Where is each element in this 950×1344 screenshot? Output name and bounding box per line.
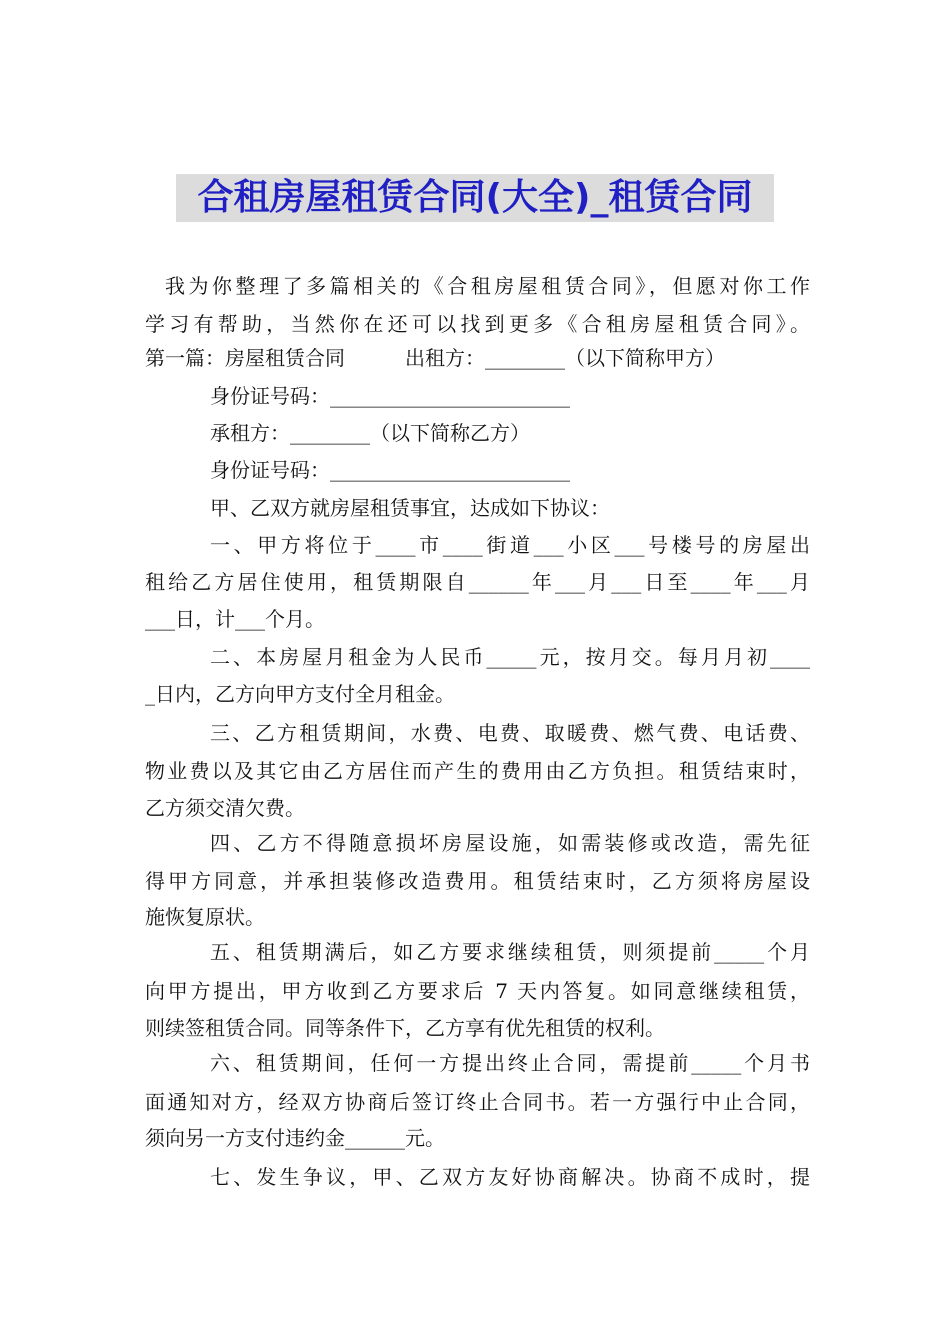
paragraph-line: 面通知对方，经双方协商后签订终止合同书。若一方强行中止合同， bbox=[145, 1090, 810, 1114]
paragraph-line: 学习有帮助，当然你在还可以找到更多《合租房屋租赁合同》。 bbox=[145, 312, 810, 336]
paragraph-line: 施恢复原状。 bbox=[145, 905, 265, 929]
paragraph-line: ___日，计___个月。 bbox=[145, 607, 325, 631]
paragraph-line: 向甲方提出，甲方收到乙方要求后 7 天内答复。如同意继续租赁， bbox=[145, 979, 810, 1003]
paragraph-line: 乙方须交清欠费。 bbox=[145, 796, 305, 820]
paragraph-line: 五、租赁期满后，如乙方要求继续租赁，则须提前_____个月 bbox=[210, 940, 810, 964]
paragraph-line: 身份证号码：________________________ bbox=[210, 458, 570, 482]
paragraph-line: 身份证号码：________________________ bbox=[210, 384, 570, 408]
paragraph-line: 一、甲方将位于____市____街道___小区___号楼号的房屋出 bbox=[210, 533, 810, 557]
paragraph-line: 须向另一方支付违约金______元。 bbox=[145, 1126, 445, 1150]
paragraph-line: 七、发生争议，甲、乙双方友好协商解决。协商不成时，提 bbox=[210, 1165, 810, 1189]
paragraph-line: 承租方：________（以下简称乙方） bbox=[210, 421, 530, 445]
paragraph-line: 租给乙方居住使用，租赁期限自______年___月___日至____年___月 bbox=[145, 570, 810, 594]
paragraph-line: 四、乙方不得随意损坏房屋设施，如需装修或改造，需先征 bbox=[210, 831, 810, 855]
paragraph-line: 第一篇：房屋租赁合同 出租方：________（以下简称甲方） bbox=[145, 346, 725, 370]
paragraph-line: 我为你整理了多篇相关的《合租房屋租赁合同》，但愿对你工作 bbox=[165, 274, 810, 298]
paragraph-line: 二、本房屋月租金为人民币_____元，按月交。每月月初____ bbox=[210, 645, 810, 669]
paragraph-line: 甲、乙双方就房屋租赁事宜，达成如下协议： bbox=[210, 496, 610, 520]
paragraph-line: _日内，乙方向甲方支付全月租金。 bbox=[145, 682, 455, 706]
paragraph-line: 得甲方同意，并承担装修改造费用。租赁结束时，乙方须将房屋设 bbox=[145, 869, 810, 893]
paragraph-line: 六、租赁期间，任何一方提出终止合同，需提前_____个月书 bbox=[210, 1051, 810, 1075]
document-title: 合租房屋租赁合同(大全)_租赁合同 bbox=[176, 174, 774, 222]
paragraph-line: 物业费以及其它由乙方居住而产生的费用由乙方负担。租赁结束时， bbox=[145, 759, 810, 783]
paragraph-line: 三、乙方租赁期间，水费、电费、取暖费、燃气费、电话费、 bbox=[210, 721, 810, 745]
paragraph-line: 则续签租赁合同。同等条件下，乙方享有优先租赁的权利。 bbox=[145, 1016, 665, 1040]
